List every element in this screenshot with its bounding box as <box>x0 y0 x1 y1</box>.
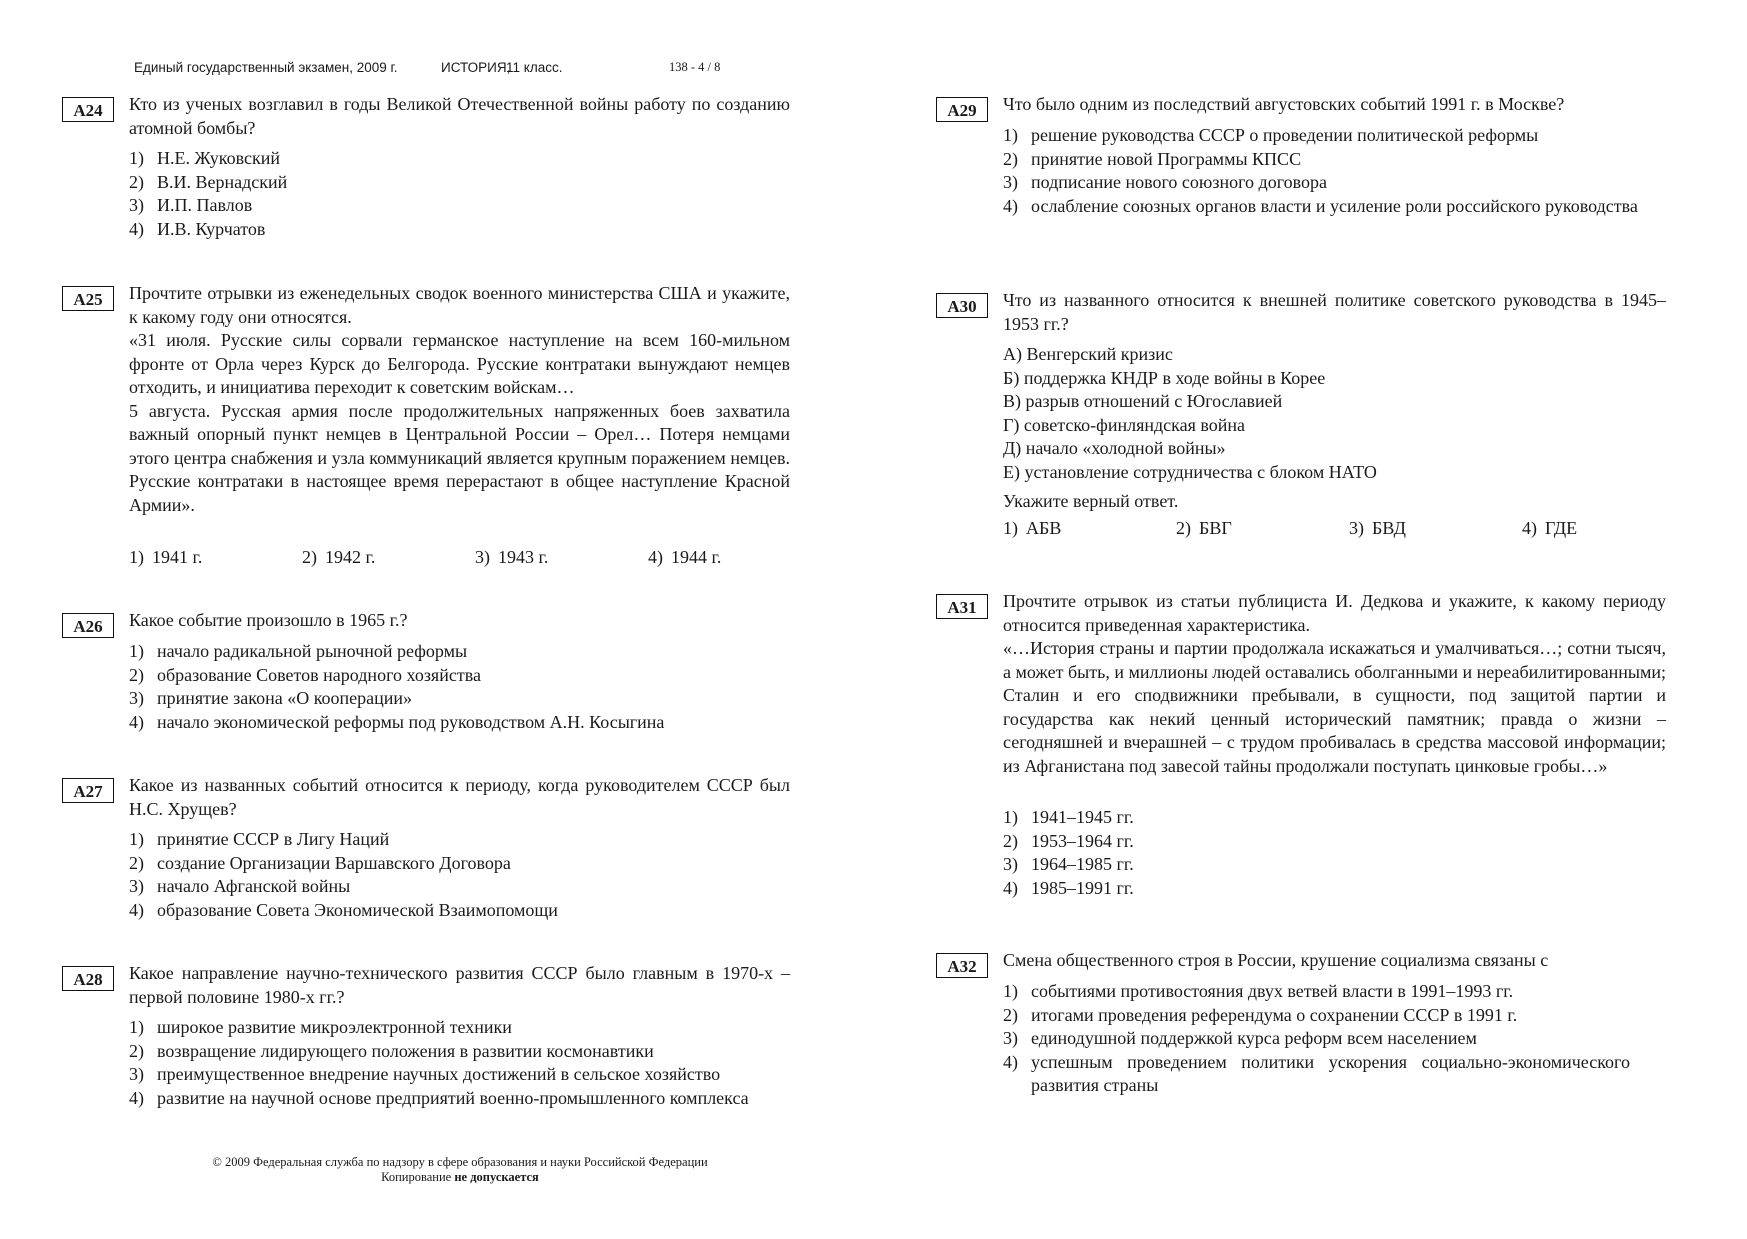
answer-prompt: Укажите верный ответ. <box>1003 491 1179 511</box>
copy-notice: Копирование не допускается <box>381 1170 539 1184</box>
answer-option[interactable]: 1) решение руководства СССР о проведении политической реформы <box>1003 125 1539 145</box>
answer-option[interactable]: 3) начало Афганской войны <box>129 876 351 896</box>
answer-option[interactable]: 3) преимущественное внедрение научных достижений в сельское хозяйство <box>129 1064 721 1084</box>
question-text: Смена общественного строя в России, крушение социализма связаны с <box>1003 950 1549 970</box>
question-code: A25 <box>62 286 114 311</box>
question-code: A26 <box>62 613 114 638</box>
page-number: 138 - 4 / 8 <box>669 60 721 74</box>
answer-option[interactable]: 3) БВД <box>1349 518 1406 538</box>
answer-option[interactable]: 3) И.П. Павлов <box>129 195 253 215</box>
page-footer <box>130 1155 790 1185</box>
answer-options <box>1003 124 1666 218</box>
quote-paragraph: «…История страны и партии продолжала искажаться и умалчиваться…; сотни тысяч, а может быть, и миллионы людей оставались оболганными и нереабилитированными; Сталин и его сподвижники пребывали, в сущности, под защитой партии и государства как некий ценный исторический памятник; правда о жизни – сегодняшней и вчерашней – с трудом пробивалась в средства массовой информации; из Афганистана под завесой тайны продолжали поступать цинковые гробы…» <box>1003 638 1666 776</box>
statement-item: Б) поддержка КНДР в ходе войны в Корее <box>1003 367 1326 388</box>
answer-option[interactable]: 2) создание Организации Варшавского Договора <box>129 852 511 873</box>
question-text: Какое направление научно-технического развития СССР было главным в 1970-х – первой половине 1980-х гг.? <box>129 963 790 1007</box>
question-text: Прочтите отрывки из еженедельных сводок военного министерства США и укажите, к какому году они относятся. <box>129 283 790 327</box>
answer-option[interactable]: 1) принятие СССР в Лигу Наций <box>129 829 390 849</box>
question-text: Прочтите отрывок из статьи публициста И. Дедкова и укажите, к какому периоду относится приведенная характеристика. <box>1003 591 1666 635</box>
answer-options <box>129 147 790 241</box>
quote-paragraph: «31 июля. Русские силы сорвали германское наступление на всем 160-мильном фронте от Орла через Курск до Белгорода. Русские контратаки вынуждают немцев отходить, и инициатива переходит к советским войскам… <box>129 330 790 397</box>
exam-title: Единый государственный экзамен, 2009 г. <box>134 60 398 75</box>
answer-option[interactable]: 1) начало радикальной рыночной реформы <box>129 641 468 661</box>
question-text: Кто из ученых возглавил в годы Великой Отечественной войны работу по созданию атомной бомбы? <box>129 94 790 138</box>
answer-option[interactable]: 4) образование Совета Экономической Взаимопомощи <box>129 899 558 920</box>
answer-options <box>1003 806 1666 900</box>
answer-option[interactable]: 1) широкое развитие микроэлектронной техники <box>129 1017 512 1037</box>
answer-option[interactable]: 4) начало экономической реформы под руководством А.Н. Косыгина <box>129 711 665 732</box>
question-code: A24 <box>62 97 114 122</box>
question-code: A29 <box>936 97 988 122</box>
answer-options-row <box>129 546 821 570</box>
answer-option[interactable]: 3) подписание нового союзного договора <box>1003 172 1328 192</box>
question-code: A30 <box>936 293 988 318</box>
answer-option[interactable]: 4) ГДЕ <box>1522 518 1578 538</box>
answer-option[interactable]: 3) принятие закона «О кооперации» <box>129 688 413 708</box>
answer-option[interactable]: 1) Н.Е. Жуковский <box>129 148 280 168</box>
statement-item: Г) советско-финляндская война <box>1003 414 1246 435</box>
question-text: Какое событие произошло в 1965 г.? <box>129 610 408 630</box>
question-text: Какое из названных событий относится к периоду, когда руководителем СССР был Н.С. Хрущев? <box>129 775 790 819</box>
answer-option[interactable]: 4) И.В. Курчатов <box>129 218 266 239</box>
answer-options-row <box>1003 517 1695 541</box>
grade-label: 11 класс. <box>506 60 563 75</box>
answer-option[interactable]: 3) 1943 г. <box>475 547 549 567</box>
answer-option[interactable]: 1) 1941–1945 гг. <box>1003 807 1134 827</box>
answer-options <box>129 828 790 922</box>
question-code: A31 <box>936 594 988 619</box>
answer-option[interactable]: 1) АБВ <box>1003 518 1062 538</box>
answer-option[interactable]: 3) единодушной поддержкой курса реформ всем населением <box>1003 1028 1477 1048</box>
answer-option[interactable]: 4) успешным проведением политики ускорения социально-экономического развития страны <box>1003 1051 1630 1095</box>
answer-option[interactable]: 3) 1964–1985 гг. <box>1003 854 1134 874</box>
answer-option[interactable]: 2) В.И. Вернадский <box>129 171 288 192</box>
quote-paragraph: 5 августа. Русская армия после продолжительных напряженных боев захватила важный опорный пункт немцев в Центральной России – Орел… Потеря немцами этого центра снабжения и узла коммуникаций является крупным поражением немцев. Русские контратаки в настоящее время перерастают в общее наступление Красной Армии». <box>129 400 790 515</box>
answer-option[interactable]: 1) 1941 г. <box>129 547 203 567</box>
copyright-line: © 2009 Федеральная служба по надзору в сфере образования и науки Российской Федерации <box>212 1155 708 1169</box>
question-code: A32 <box>936 953 988 978</box>
question-code: A28 <box>62 966 114 991</box>
answer-option[interactable]: 2) образование Советов народного хозяйства <box>129 664 481 685</box>
answer-option[interactable]: 2) 1953–1964 гг. <box>1003 830 1134 851</box>
statement-list <box>1003 343 1666 514</box>
answer-options <box>1003 980 1666 1098</box>
answer-option[interactable]: 2) итогами проведения референдума о сохранении СССР в 1991 г. <box>1003 1004 1518 1025</box>
statement-item: Д) начало «холодной войны» <box>1003 438 1226 458</box>
statement-item: В) разрыв отношений с Югославией <box>1003 391 1283 411</box>
answer-option[interactable]: 1) событиями противостояния двух ветвей власти в 1991–1993 гг. <box>1003 981 1514 1001</box>
question-code: A27 <box>62 778 114 803</box>
answer-options <box>129 640 790 734</box>
answer-option[interactable]: 4) 1985–1991 гг. <box>1003 877 1134 898</box>
answer-option[interactable]: 2) возвращение лидирующего положения в развитии космонавтики <box>129 1040 654 1061</box>
answer-options <box>129 1016 790 1110</box>
answer-option[interactable]: 4) ослабление союзных органов власти и усиление роли российского руководства <box>1003 195 1638 216</box>
question-text: Что было одним из последствий августовских событий 1991 г. в Москве? <box>1003 94 1565 114</box>
answer-option[interactable]: 2) принятие новой Программы КПСС <box>1003 148 1302 169</box>
statement-item: А) Венгерский кризис <box>1003 344 1173 364</box>
statement-item: Е) установление сотрудничества с блоком НАТО <box>1003 461 1377 482</box>
question-text: Что из названного относится к внешней политике советского руководства в 1945–1953 гг.? <box>1003 290 1666 334</box>
answer-option[interactable]: 2) БВГ <box>1176 518 1232 538</box>
answer-option[interactable]: 2) 1942 г. <box>302 547 376 567</box>
subject-title: ИСТОРИЯ, <box>441 60 511 75</box>
answer-option[interactable]: 4) 1944 г. <box>648 547 722 567</box>
answer-option[interactable]: 4) развитие на научной основе предприятий военно-промышленного комплекса <box>129 1087 749 1108</box>
